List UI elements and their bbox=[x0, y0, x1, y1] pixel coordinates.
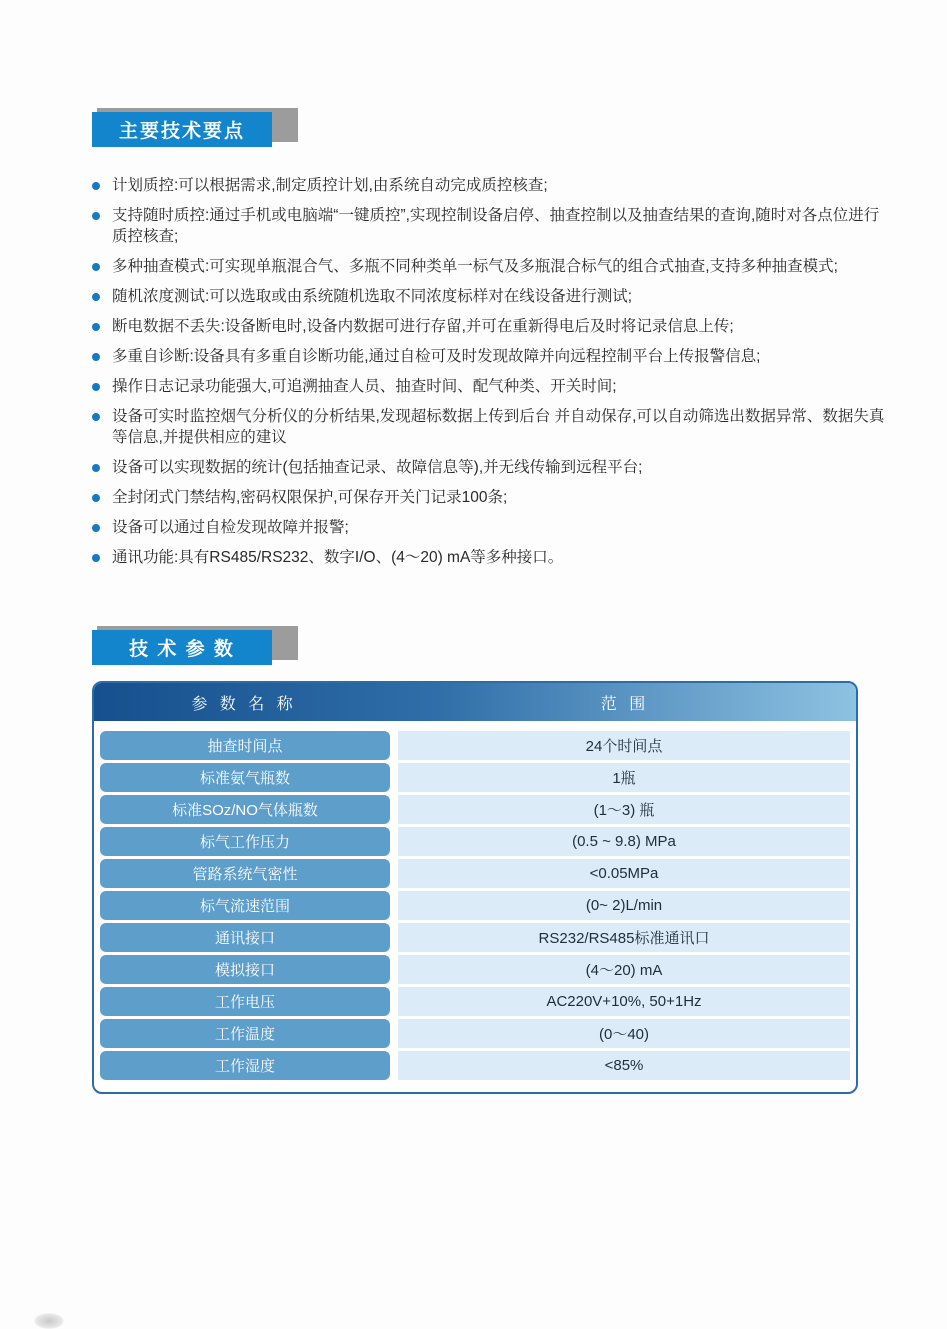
list-item bbox=[92, 376, 887, 397]
param-name-cell: 标准SOz/NO气体瓶数 bbox=[100, 795, 390, 824]
list-item bbox=[92, 175, 887, 196]
bullet-text: 设备可以通过自检发现故障并报警; bbox=[112, 519, 349, 536]
param-name-cell: 管路系统气密性 bbox=[100, 859, 390, 888]
main-points-list bbox=[92, 175, 887, 568]
param-name-cell: 通讯接口 bbox=[100, 923, 390, 952]
list-item bbox=[92, 316, 887, 337]
param-value-cell: <0.05MPa bbox=[398, 859, 850, 888]
partial-logo-mark bbox=[34, 1313, 64, 1329]
param-name-cell: 工作湿度 bbox=[100, 1051, 390, 1080]
param-name-cell: 标气流速范围 bbox=[100, 891, 390, 920]
param-name-cell: 标气工作压力 bbox=[100, 827, 390, 856]
list-item bbox=[92, 346, 887, 367]
section-header-parameters bbox=[92, 626, 298, 665]
param-value-cell: 1瓶 bbox=[398, 763, 850, 792]
table-row bbox=[100, 987, 850, 1016]
table-row bbox=[100, 827, 850, 856]
list-item bbox=[92, 205, 887, 247]
list-item bbox=[92, 286, 887, 307]
bullet-text: 设备可以实现数据的统计(包括抽查记录、故障信息等),并无线传输到远程平台; bbox=[112, 459, 643, 476]
param-value-cell: (0.5 ~ 9.8) MPa bbox=[398, 827, 850, 856]
list-item bbox=[92, 256, 887, 277]
bullet-text: 断电数据不丢失:设备断电时,设备内数据可进行存留,并可在重新得电后及时将记录信息上传; bbox=[112, 318, 734, 335]
param-name-cell: 工作电压 bbox=[100, 987, 390, 1016]
bullet-text: 随机浓度测试:可以选取或由系统随机选取不同浓度标样对在线设备进行测试; bbox=[112, 288, 633, 305]
bullet-icon bbox=[92, 383, 100, 391]
table-row bbox=[100, 763, 850, 792]
table-row bbox=[100, 891, 850, 920]
param-value-cell: <85% bbox=[398, 1051, 850, 1080]
table-row bbox=[100, 731, 850, 760]
param-name-cell: 工作温度 bbox=[100, 1019, 390, 1048]
param-name-cell: 模拟接口 bbox=[100, 955, 390, 984]
bullet-icon bbox=[92, 323, 100, 331]
bullet-text: 全封闭式门禁结构,密码权限保护,可保存开关门记录100条; bbox=[112, 489, 508, 506]
bullet-icon bbox=[92, 212, 100, 220]
list-item bbox=[92, 406, 887, 448]
bullet-text: 多重自诊断:设备具有多重自诊断功能,通过自检可及时发现故障并向远程控制平台上传报警信息; bbox=[112, 348, 761, 365]
bullet-icon bbox=[92, 263, 100, 271]
bullet-text: 通讯功能:具有RS485/RS232、数字I/O、(4～20) mA等多种接口。 bbox=[112, 549, 564, 566]
bullet-icon bbox=[92, 464, 100, 472]
section-title-parameters: 技 术 参 数 bbox=[92, 630, 272, 665]
table-body bbox=[94, 721, 856, 1080]
section-header-main-points bbox=[92, 108, 298, 147]
bullet-icon bbox=[92, 494, 100, 502]
column-header-parameter-name: 参 数 名 称 bbox=[191, 695, 297, 713]
bullet-icon bbox=[92, 413, 100, 421]
bullet-text: 支持随时质控:通过手机或电脑端“一键质控”,实现控制设备启停、抽查控制以及抽查结果的查询,随时对各点位进行质控核查; bbox=[112, 207, 880, 245]
section-title-main-points: 主要技术要点 bbox=[92, 112, 272, 147]
bullet-text: 操作日志记录功能强大,可追溯抽查人员、抽查时间、配气种类、开关时间; bbox=[112, 378, 617, 395]
list-item bbox=[92, 547, 887, 568]
table-row bbox=[100, 955, 850, 984]
table-row bbox=[100, 923, 850, 952]
table-row bbox=[100, 1019, 850, 1048]
table-row bbox=[100, 859, 850, 888]
param-name-cell: 标准氨气瓶数 bbox=[100, 763, 390, 792]
list-item bbox=[92, 517, 887, 538]
table-row bbox=[100, 1051, 850, 1080]
column-header-range: 范 围 bbox=[600, 695, 650, 713]
bullet-icon bbox=[92, 182, 100, 190]
param-value-cell: (4～20) mA bbox=[398, 955, 850, 984]
bullet-icon bbox=[92, 353, 100, 361]
param-value-cell: (0~ 2)L/min bbox=[398, 891, 850, 920]
bullet-icon bbox=[92, 293, 100, 301]
list-item bbox=[92, 487, 887, 508]
parameters-table bbox=[92, 681, 858, 1094]
param-value-cell: (1～3) 瓶 bbox=[398, 795, 850, 824]
table-header-row bbox=[94, 683, 856, 721]
bullet-text: 计划质控:可以根据需求,制定质控计划,由系统自动完成质控核查; bbox=[112, 177, 548, 194]
param-value-cell: AC220V+10%, 50+1Hz bbox=[398, 987, 850, 1016]
param-value-cell: (0～40) bbox=[398, 1019, 850, 1048]
bullet-text: 多种抽查模式:可实现单瓶混合气、多瓶不同种类单一标气及多瓶混合标气的组合式抽查,支持多种抽查模式; bbox=[112, 258, 838, 275]
bullet-icon bbox=[92, 554, 100, 562]
bullet-text: 设备可实时监控烟气分析仪的分析结果,发现超标数据上传到后台 并自动保存,可以自动筛选出数据异常、数据失真等信息,并提供相应的建议 bbox=[112, 408, 885, 446]
param-value-cell: RS232/RS485标准通讯口 bbox=[398, 923, 850, 952]
bullet-icon bbox=[92, 524, 100, 532]
param-value-cell: 24个时间点 bbox=[398, 731, 850, 760]
table-row bbox=[100, 795, 850, 824]
list-item bbox=[92, 457, 887, 478]
param-name-cell: 抽查时间点 bbox=[100, 731, 390, 760]
